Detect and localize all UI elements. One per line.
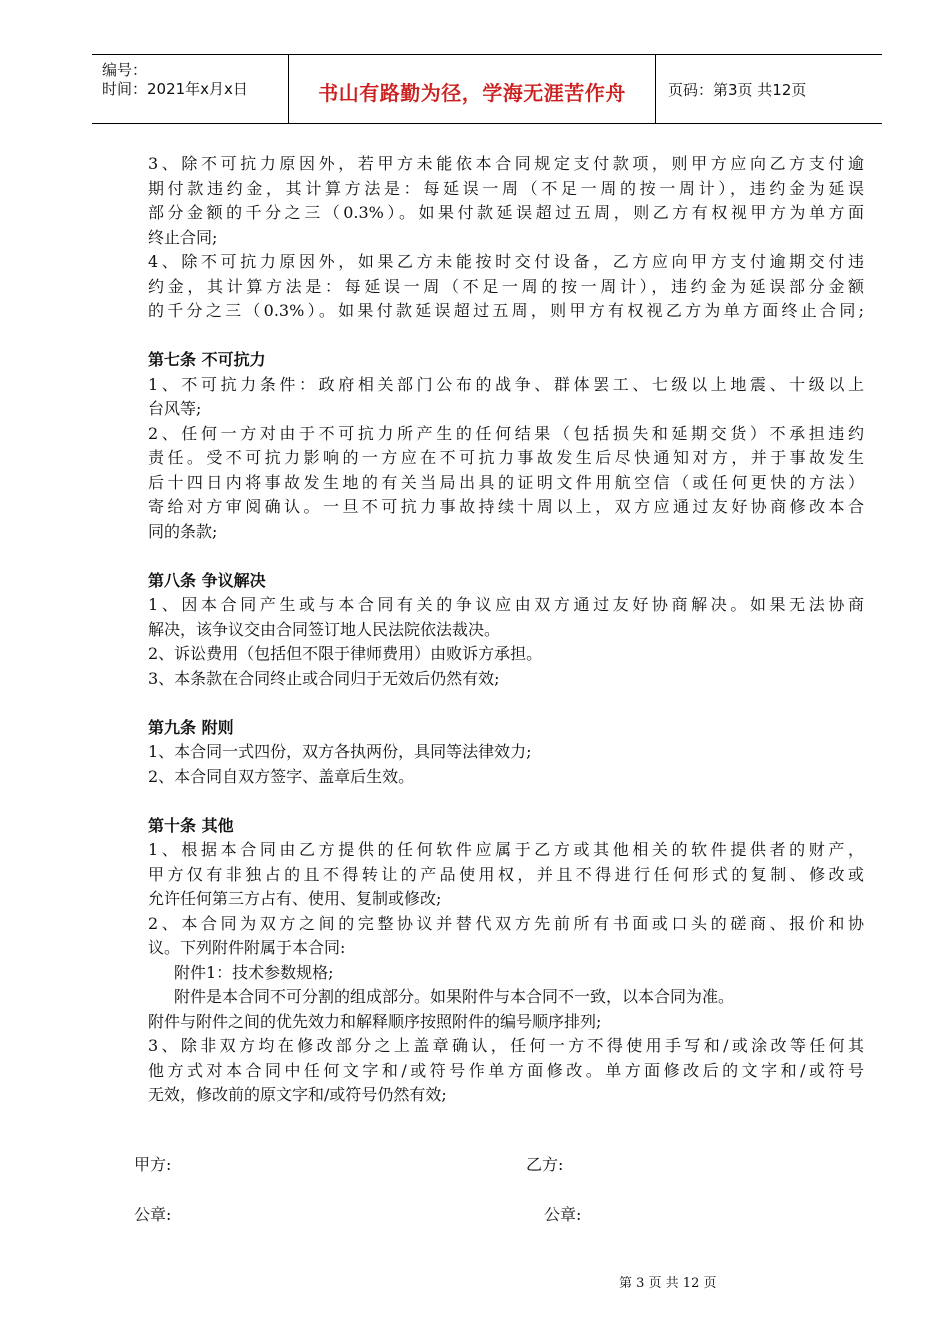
clause-line: 期付款违约金，其计算方法是：每延误一周（不足一周的按一周计），违约金为延误 <box>148 178 864 198</box>
clause-line: 1、不可抗力条件：政府相关部门公布的战争、群体罢工、七级以上地震、十级以上 <box>148 374 864 394</box>
clause-line: 附件与附件之间的优先效力和解释顺序按照附件的编号顺序排列; <box>148 1011 602 1031</box>
clause-line: 2、任何一方对由于不可抗力所产生的任何结果（包括损失和延期交货）不承担违约 <box>148 423 864 443</box>
clause-line: 2、本合同为双方之间的完整协议并替代双方先前所有书面或口头的磋商、报价和协 <box>148 913 864 933</box>
clause-line: 他方式对本合同中任何文字和/或符号作单方面修改。单方面修改后的文字和/或符号 <box>148 1060 864 1080</box>
clause-line: 无效，修改前的原文字和/或符号仍然有效; <box>148 1085 447 1104</box>
clause-line: 1、根据本合同由乙方提供的任何软件应属于乙方或其他相关的软件提供者的财产， <box>148 840 864 859</box>
document-number-label: 编号： <box>102 61 148 79</box>
clause-line: 附件是本合同不可分割的组成部分。如果附件与本合同不一致，以本合同为准。 <box>174 987 735 1006</box>
clause-line: 2、本合同自双方签字、盖章后生效。 <box>148 766 415 786</box>
footer-page-number: 第 3 页 共 12 页 <box>619 1276 717 1291</box>
party-a-label: 甲方: <box>134 1155 172 1174</box>
header-motto: 书山有路勤为径，学海无涯苦作舟 <box>318 81 626 105</box>
clause-line: 3、除非双方均在修改部分之上盖章确认，任何一方不得使用手写和/或涂改等任何其 <box>148 1036 864 1055</box>
clause-line: 4、除不可抗力原因外，如果乙方未能按时交付设备，乙方应向甲方支付逾期交付违 <box>148 252 864 271</box>
clause-line: 同的条款; <box>148 521 218 541</box>
section-heading-dispute: 第八条 争议解决 <box>148 570 266 590</box>
clause-line: 后十四日内将事故发生地的有关当局出具的证明文件用航空信（或任何更快的方法） <box>148 472 864 492</box>
clause-line: 的千分之三（0.3%）。如果付款延误超过五周，则甲方有权视乙方为单方面终止合同; <box>148 301 864 320</box>
clause-line: 解决，该争议交由合同签订地人民法院依法裁决。 <box>148 619 501 639</box>
clause-line: 1、因本合同产生或与本合同有关的争议应由双方通过友好协商解决。如果无法协商 <box>148 595 864 614</box>
contract-body <box>148 152 864 1108</box>
header-meta-cell <box>92 55 289 123</box>
section-heading-other: 第十条 其他 <box>148 815 234 835</box>
party-a-seal-label: 公章: <box>134 1205 172 1224</box>
section-heading-force-majeure: 第七条 不可抗力 <box>148 350 266 369</box>
clause-line: 寄给对方审阅确认。一旦不可抗力事故持续十周以上，双方应通过友好协商修改本合 <box>148 497 864 516</box>
page-header <box>92 54 882 124</box>
party-b-seal-label: 公章: <box>544 1205 582 1224</box>
section-heading-supplementary: 第九条 附则 <box>148 717 234 737</box>
clause-line: 部分金额的千分之三（0.3%）。如果付款延误超过五周，则乙方有权视甲方为单方面 <box>148 203 864 222</box>
clause-line: 议。下列附件附属于本合同: <box>148 938 346 957</box>
header-motto-cell <box>289 55 656 123</box>
clause-line: 甲方仅有非独占的且不得转让的产品使用权，并且不得进行任何形式的复制、修改或 <box>148 864 864 884</box>
clause-line: 3、本条款在合同终止或合同归于无效后仍然有效; <box>148 668 500 688</box>
header-page-cell <box>656 55 882 123</box>
clause-line: 台风等; <box>148 399 202 418</box>
clause-line: 约金，其计算方法是：每延误一周（不足一周的按一周计），违约金为延误部分金额 <box>148 276 864 296</box>
party-b-label: 乙方: <box>526 1155 564 1174</box>
clause-line: 责任。受不可抗力影响的一方应在不可抗力事故发生后尽快通知对方，并于事故发生 <box>148 448 864 467</box>
clause-line: 2、诉讼费用（包括但不限于律师费用）由败诉方承担。 <box>148 644 543 663</box>
clause-line: 3、除不可抗力原因外，若甲方未能依本合同规定支付款项，则甲方应向乙方支付逾 <box>148 154 864 173</box>
clause-line: 附件1：技术参数规格; <box>174 962 334 982</box>
header-page-number: 页码：第3页 共12页 <box>668 81 807 99</box>
document-time-label: 时间：2021年x月x日 <box>102 80 248 98</box>
clause-line: 允许任何第三方占有、使用、复制或修改; <box>148 889 442 908</box>
clause-line: 1、本合同一式四份，双方各执两份，具同等法律效力; <box>148 742 532 761</box>
clause-line: 终止合同; <box>148 227 218 247</box>
